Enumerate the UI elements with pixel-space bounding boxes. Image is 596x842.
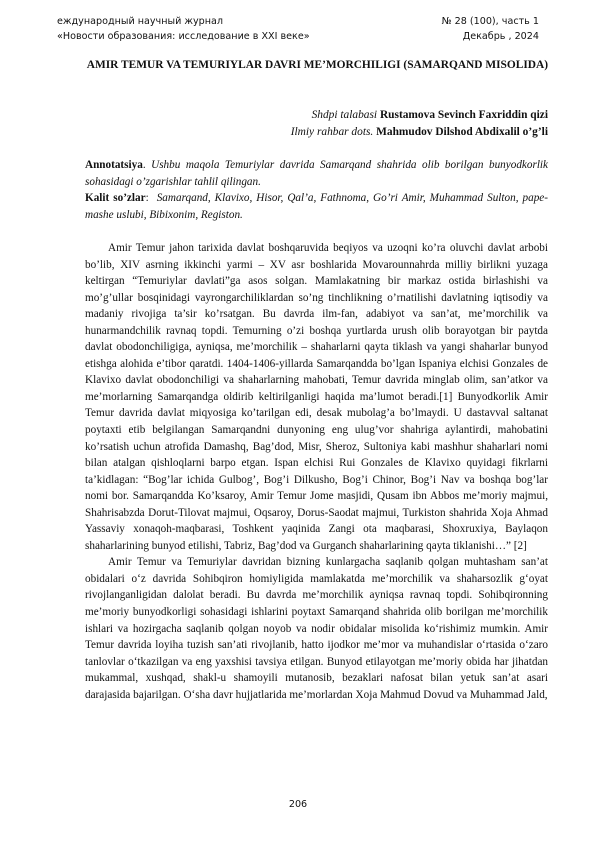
abstract-label: Annotatsiya [85,159,143,171]
journal-label: еждународный научный журнал [57,16,224,27]
issue-date: Декабрь , 2024 [462,31,539,42]
body-paragraph: Amir Temur va Temuriylar davridan bizning kunlargacha saqlanib qolgan muhtasham san’at obidalari o‘z davrida Sohibqiron homiyligida mamlakatda me’morchilik va shaharsozlik g‘oyat rivojlanganligidan dalolat beradi. Bu davrda me’morchilik ayniqsa ravnaq topdi. Sohibqironning me’moriy bunyodkorligi sohasidagi ishlarini poytaxt Samarqand shahrida olib borilgan me’morchilik ishlari va hozirgacha saqlanib qolgan noyob va nodir obidalar misolida ko‘rishimiz mumkin. Amir Temur davrida loyiha tuzish san’ati rivojlanib, hatto ijodkor me’mor va muhandislar o‘rtasida o‘zaro tanlovlar o‘tkazilgan va eng yaxshisi tavsiya etilgan. Bunyod etilayotgan me’moriy obida har jihatdan mukammal, xushqad, shakl-u shamoyili mutanosib, bezaklari nafosat bilan yetuk san’at asari darajasida bajarilgan. O‘sha davr hujjatlarida me’morlardan Xoja Mahmud Dovud va Muhammad Jald, [85,556,548,701]
keywords-text: Samarqand, Klavixo, Hisor, Qal’a, Fathnoma, Go’ri Amir, Muhammad Sulton, pape-mashe uslubi, Bibixonim, Registon. [85,192,548,221]
issue-number: № 28 (100), часть 1 [441,16,539,27]
keywords: Kalit so’zlar: Samarqand, Klavixo, Hisor, Qal’a, Fathnoma, Go’ri Amir, Muhammad Sulton, pape-mashe uslubi, Bibixonim, Registon. [85,192,548,221]
supervisor-role: Ilmiy rahbar dots. [290,126,374,138]
article-body [85,240,548,703]
abstract-block [85,157,548,223]
journal-name: «Новости образования: исследование в XXI веке» [57,31,310,42]
body-paragraph: Amir Temur jahon tarixida davlat boshqaruvida beqiyos va uzoqni ko’ra oluvchi davlat arbobi bo’lib, XIV asrning ikkinchi yarmi – XV asr boshlarida Movarounnahrda milliy birlikni yuzaga keltirgan “Temuriylar davlati”ga asos solgan. Mamlakatning bir markaz ostida birlashishi va mo’g’ullar bosqinidagi vayrongarchiliklardan so’ng tinchlikning o’rnatilishi davlatning iqtisodiy va madaniy rivojiga ta’sir ko’rsatgan. Bu davrda ilm-fan, adabiyot va san’at, me’morchilik va hunarmandchilik ravnaq topdi. Temurning o’zi boshqa yurtlarda urush olib borayotgan bir paytda davlat obodonchiligiga, ayniqsa, me’morchilik – shaharlarni qayta tiklash va yangi shaharlar bunyod etishga alohida e’tibor qaratdi. 1404-1406-yillarda Samarqandda bo’lgan Ispaniya elchisi Gonzales de Klavixo davlat obodonchiligi va shaharlarning mahobati, Temur davrida minglab olim, san’atkor va me’morlarning Samarqandga oldirib keltirilganligi haqida ma’lumot beradi.[1] Bunyodkorlik Amir Temur davrida davlat miqyosiga ko’tarilgan edi, desak mubolag’a bo’lmaydi. U dastavval saltanat poytaxti etib belgilangan Samarqandni dunyoning eng ulug’vor shahriga aylantirdi, mahobatini ko’rsatish uchun atrofida Damashq, Bag’dod, Misr, Sheroz, Sultoniya kabi mashhur shaharlari nomi bilan atalgan qishloqlarni barpo etgan. Ispan elchisi Rui Gonzales de Klavixo quyidagi fikrlarni ta’kidlagan: “Bog’lar ichida Gulbog’, Bog’i Dilkusho, Bog’i Chinor, Bog’i Nav va boshqa bog’lar nomi bor. Samarqandda Ko’ksaroy, Amir Temur Jome masjidi, Qusam ibn Abbos me’moriy majmui, Shahrisabzda Dorut-Tilovat majmui, Oqsaroy, Dorus-Saodat majmui, Turkiston shahrida Xoja Ahmad Yassaviy xonaqoh-maqbarasi, Toshkent yaqinida Zangi ota maqbarasi, Shoxruxiya, Baylaqon shaharlarining bunyod etilishi, Tabriz, Bag’dod va Gurganch shaharlarining qayta tiklanishi…” [2] [85,242,548,552]
running-header [57,14,539,44]
article-title: AMIR TEMUR VA TEMURIYLAR DAVRI ME’MORCHILIGI (SAMARQAND MISOLIDA) [86,59,548,71]
author-block [60,107,548,141]
supervisor-line [60,124,548,141]
author-name: Rustamova Sevinch Faxriddin qizi [379,109,548,121]
supervisor-name: Mahmudov Dilshod Abdixalil o’g’li [376,126,548,138]
keywords-label: Kalit so’zlar [85,192,146,204]
abstract-text: Ushbu maqola Temuriylar davrida Samarqand shahrida olib borilgan bunyodkorlik sohasidagi o’zgarishlar tahlil qilingan. [85,159,549,188]
author-role: Shdpi talabasi [311,109,378,121]
abstract: Annotatsiya. Ushbu maqola Temuriylar davrida Samarqand shahrida olib borilgan bunyodkorlik sohasidagi o’zgarishlar tahlil qilingan. [85,159,549,188]
page-number: 206 [288,799,308,810]
author-line [60,107,548,124]
